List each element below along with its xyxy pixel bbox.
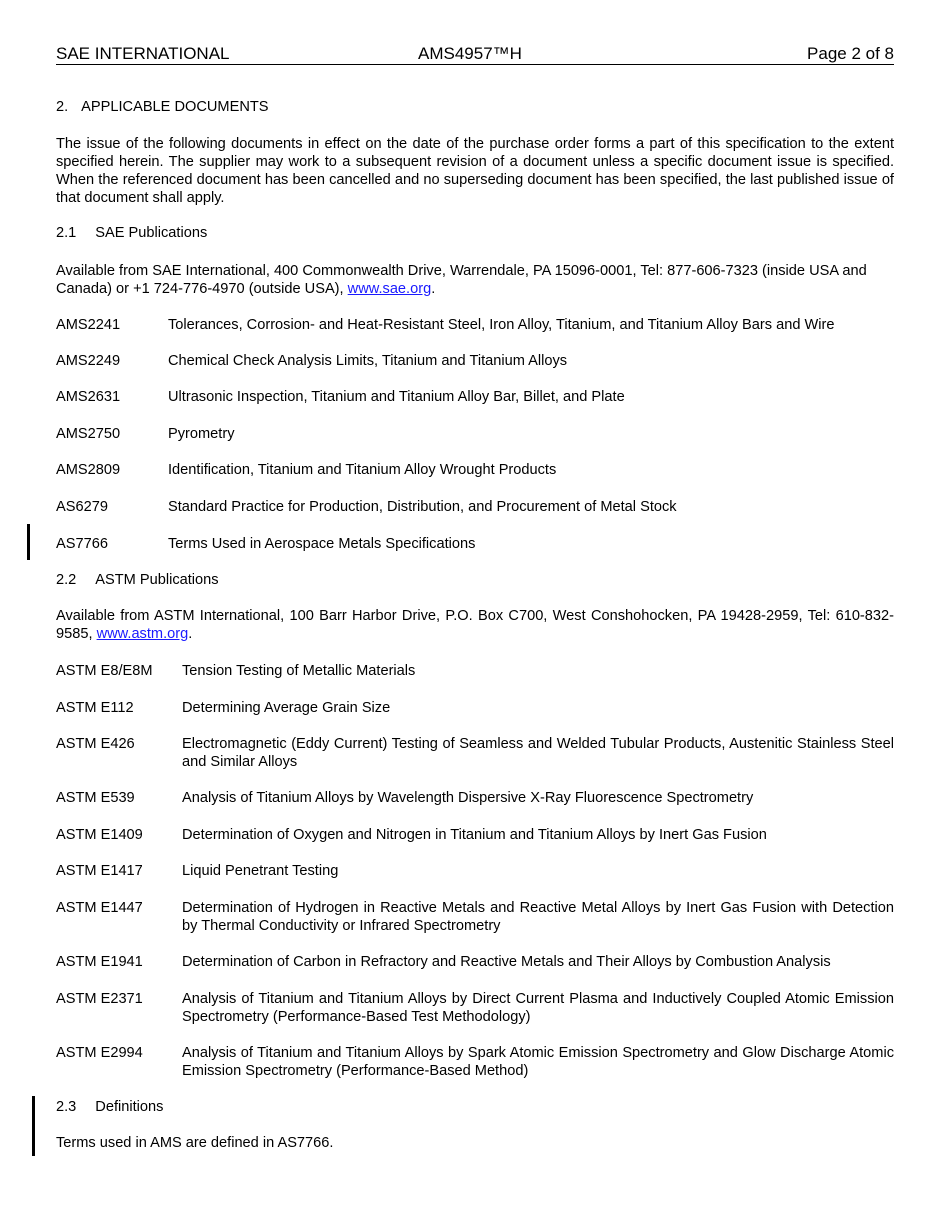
reference-title: Determining Average Grain Size bbox=[182, 700, 391, 716]
reference-title: Determination of Oxygen and Nitrogen in Titanium and Titanium Alloys by Inert Gas Fusion bbox=[182, 827, 767, 843]
reference-code: ASTM E539 bbox=[56, 790, 135, 806]
astm-availability-text: Available from ASTM International, 100 Barr Harbor Drive, P.O. Box C700, West Conshohocken, PA 19428-2959, Tel: 610-832-9585, bbox=[56, 608, 894, 642]
reference-title: Pyrometry bbox=[168, 426, 235, 442]
reference-row bbox=[56, 461, 894, 479]
reference-code: AS6279 bbox=[56, 499, 108, 515]
reference-code: AMS2241 bbox=[56, 317, 121, 333]
reference-row bbox=[56, 535, 894, 553]
reference-row bbox=[56, 899, 894, 935]
reference-row bbox=[56, 388, 894, 406]
reference-row bbox=[56, 862, 894, 880]
reference-code: ASTM E1417 bbox=[56, 863, 143, 879]
section-2-2-number: 2.2 bbox=[56, 572, 77, 588]
change-bar bbox=[27, 524, 30, 560]
reference-row bbox=[56, 953, 894, 971]
reference-title: Analysis of Titanium and Titanium Alloys by Spark Atomic Emission Spectrometry and Glow Discharge Atomic Emission Spectrometry (Performance-Based Method) bbox=[182, 1045, 894, 1079]
header-org: SAE INTERNATIONAL bbox=[56, 44, 230, 63]
reference-title: Standard Practice for Production, Distribution, and Procurement of Metal Stock bbox=[168, 499, 677, 515]
reference-row bbox=[56, 1044, 894, 1080]
reference-title: Analysis of Titanium and Titanium Alloys by Direct Current Plasma and Inductively Coupled Atomic Emission Spectrometry (Performance-Based Test Methodology) bbox=[182, 991, 894, 1025]
reference-code: ASTM E8/E8M bbox=[56, 663, 153, 679]
reference-title: Tension Testing of Metallic Materials bbox=[182, 663, 416, 679]
reference-title: Chemical Check Analysis Limits, Titanium and Titanium Alloys bbox=[168, 353, 568, 369]
section-2-1-heading bbox=[56, 224, 894, 242]
header-doc-id: AMS4957™H bbox=[418, 44, 522, 63]
reference-row bbox=[56, 425, 894, 443]
sae-availability-text: Available from SAE International, 400 Commonwealth Drive, Warrendale, PA 15096-0001, Tel: 877-606-7323 (inside USA and Canada) or +1 724-776-4970 (outside USA), bbox=[56, 263, 867, 297]
reference-code: AMS2750 bbox=[56, 426, 121, 442]
reference-title: Ultrasonic Inspection, Titanium and Titanium Alloy Bar, Billet, and Plate bbox=[168, 389, 625, 405]
section-2-3-title: Definitions bbox=[95, 1099, 164, 1115]
reference-code: ASTM E1409 bbox=[56, 827, 143, 843]
definitions-text: Terms used in AMS are defined in AS7766. bbox=[56, 1135, 334, 1151]
reference-row bbox=[56, 699, 894, 717]
reference-row bbox=[56, 662, 894, 680]
section-2-2-heading bbox=[56, 571, 894, 589]
reference-code: ASTM E426 bbox=[56, 736, 135, 752]
reference-row bbox=[56, 735, 894, 771]
reference-code: ASTM E112 bbox=[56, 700, 134, 716]
reference-title: Liquid Penetrant Testing bbox=[182, 863, 339, 879]
reference-title: Electromagnetic (Eddy Current) Testing of Seamless and Welded Tubular Products, Austenitic Stainless Steel and Similar Alloys bbox=[182, 736, 894, 770]
reference-row bbox=[56, 990, 894, 1026]
astm-availability: Available from ASTM International, 100 Barr Harbor Drive, P.O. Box C700, West Conshohocken, PA 19428-2959, Tel: 610-832-9585, www.astm.org. bbox=[56, 608, 894, 642]
reference-title: Determination of Carbon in Refractory and Reactive Metals and Their Alloys by Combustion Analysis bbox=[182, 954, 831, 970]
change-bar bbox=[32, 1096, 35, 1156]
header-page-number: Page 2 of 8 bbox=[807, 44, 894, 63]
reference-code: AMS2631 bbox=[56, 389, 121, 405]
sae-website-link[interactable]: www.sae.org bbox=[347, 281, 432, 297]
section-2-3-number: 2.3 bbox=[56, 1099, 77, 1115]
reference-title: Determination of Hydrogen in Reactive Metals and Reactive Metal Alloys by Inert Gas Fusion with Detection by Thermal Conductivity or Infrared Spectrometry bbox=[182, 900, 894, 934]
section-2-intro: The issue of the following documents in effect on the date of the purchase order forms a part of this specification to the extent specified herein. The supplier may work to a subsequent revision of a document unless a specific document issue is specified. When the referenced document has been cancelled and no superseding document has been specified, the last published issue of that document shall apply. bbox=[56, 136, 894, 206]
reference-code: AMS2249 bbox=[56, 353, 121, 369]
reference-row bbox=[56, 498, 894, 516]
sae-availability: Available from SAE International, 400 Commonwealth Drive, Warrendale, PA 15096-0001, Tel: 877-606-7323 (inside USA and Canada) or +1 724-776-4970 (outside USA), www.sae.org. bbox=[56, 263, 867, 297]
reference-code: ASTM E2371 bbox=[56, 991, 143, 1007]
section-2-1-number: 2.1 bbox=[56, 225, 77, 241]
reference-code: ASTM E2994 bbox=[56, 1045, 143, 1061]
section-2-1-title: SAE Publications bbox=[95, 225, 208, 241]
reference-code: ASTM E1941 bbox=[56, 954, 143, 970]
section-2-title: APPLICABLE DOCUMENTS bbox=[81, 99, 269, 115]
reference-row bbox=[56, 826, 894, 844]
section-2-3-heading bbox=[56, 1098, 894, 1116]
reference-title: Analysis of Titanium Alloys by Wavelength Dispersive X-Ray Fluorescence Spectrometry bbox=[182, 790, 754, 806]
reference-code: AS7766 bbox=[56, 536, 108, 552]
astm-website-link[interactable]: www.astm.org bbox=[96, 626, 189, 642]
reference-code: ASTM E1447 bbox=[56, 900, 143, 916]
reference-row bbox=[56, 789, 894, 807]
reference-title: Terms Used in Aerospace Metals Specifications bbox=[168, 536, 476, 552]
section-2-2-title: ASTM Publications bbox=[95, 572, 219, 588]
reference-row bbox=[56, 352, 894, 370]
section-2-heading bbox=[56, 98, 894, 116]
reference-title: Identification, Titanium and Titanium Alloy Wrought Products bbox=[168, 462, 557, 478]
reference-row bbox=[56, 316, 894, 334]
reference-code: AMS2809 bbox=[56, 462, 121, 478]
page-header bbox=[56, 44, 894, 65]
reference-title: Tolerances, Corrosion- and Heat-Resistant Steel, Iron Alloy, Titanium, and Titanium Alloy Bars and Wire bbox=[168, 317, 835, 333]
section-2-number: 2. bbox=[56, 99, 69, 115]
